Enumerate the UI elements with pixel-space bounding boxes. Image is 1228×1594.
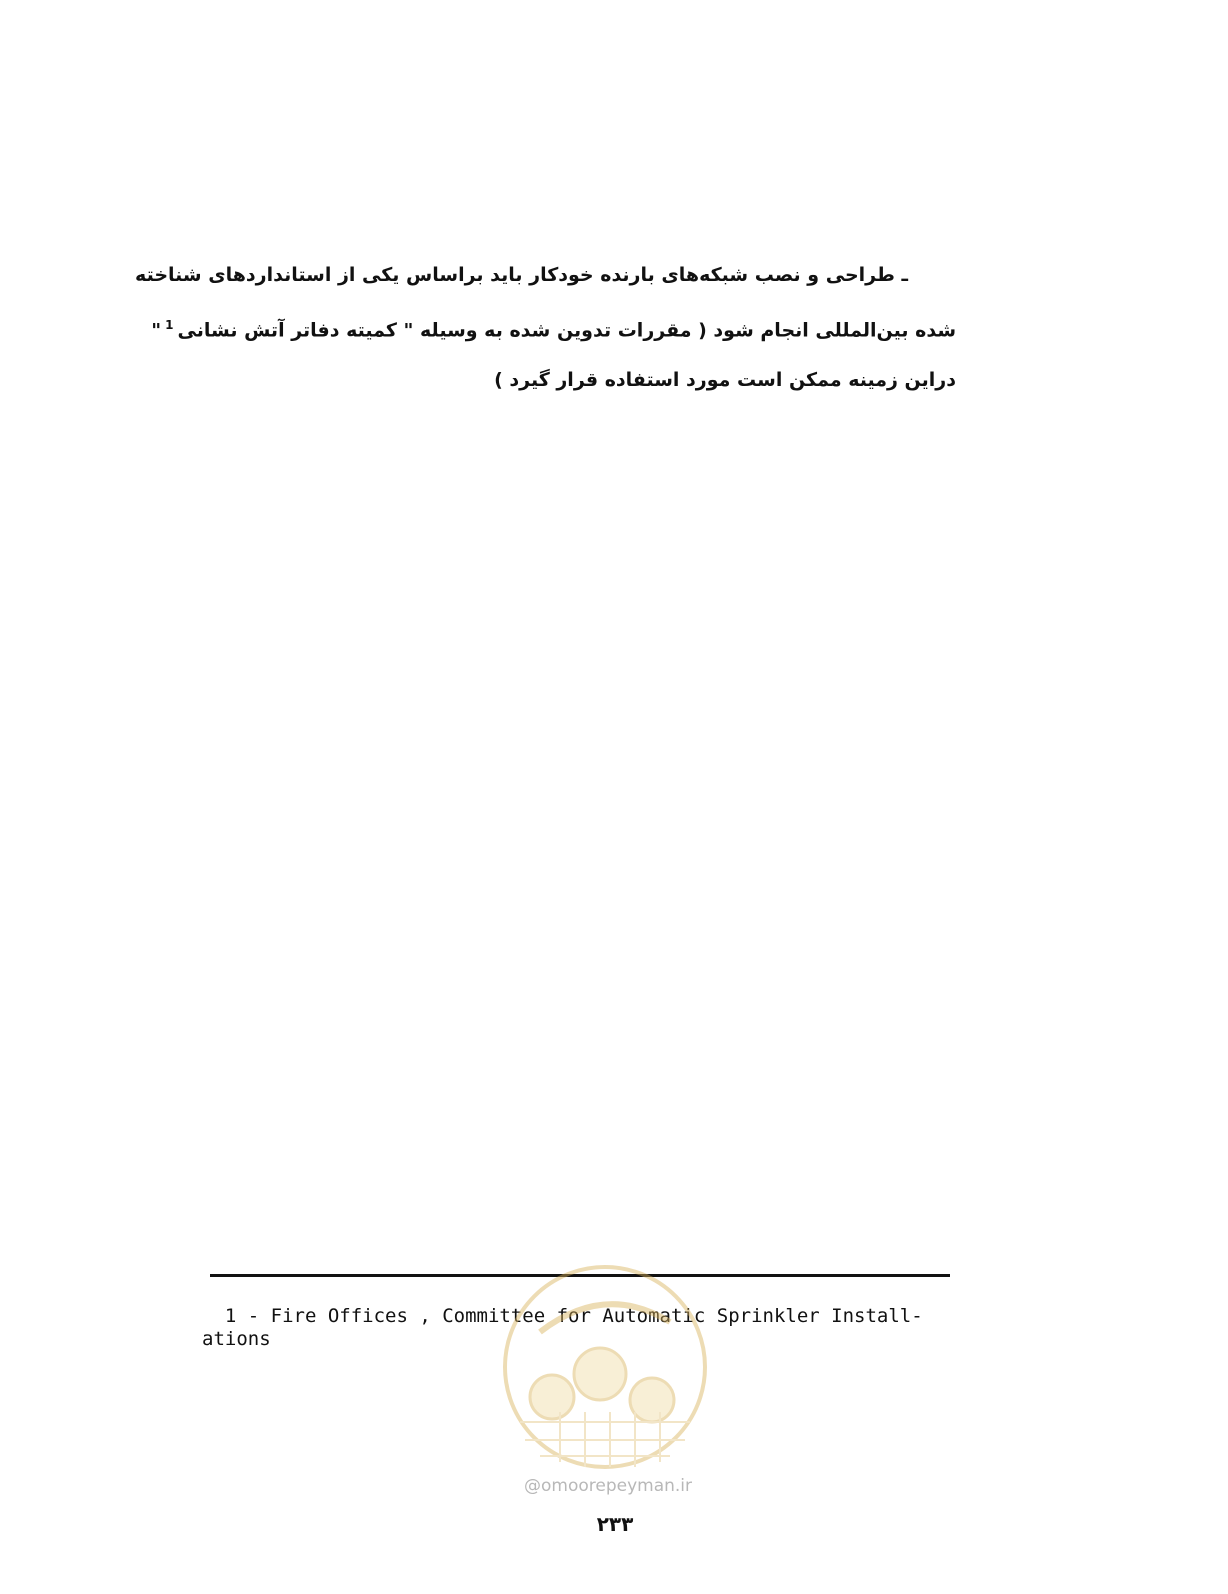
footnote-line-1: 1 - Fire Offices , Committee for Automatic Sprinkler Install- <box>202 1305 923 1327</box>
page-number: ۲۳۳ <box>596 1512 634 1536</box>
paragraph-line-1: ـ طراحی و نصب شبکه‌های بارنده خودکار باید براساس یکی از استانداردهای شناخته <box>135 264 908 286</box>
watermark-logo <box>500 1262 710 1472</box>
body-paragraph <box>135 250 956 405</box>
paragraph-line-2-text: شده بین‌المللی انجام شود ( مقررات تدوین شده به وسیله " کمیته دفاتر آتش نشانی <box>177 319 956 342</box>
footnote-marker: 1 <box>165 318 174 332</box>
footnote-line-2: ations <box>202 1328 271 1350</box>
watermark-url: @omoorepeyman.ir <box>523 1476 693 1496</box>
paragraph-line-3: دراین زمینه ممکن است مورد استفاده قرار گیرد ) <box>494 369 956 392</box>
paragraph-line-2 <box>151 300 956 355</box>
closing-quote: " <box>151 319 162 342</box>
